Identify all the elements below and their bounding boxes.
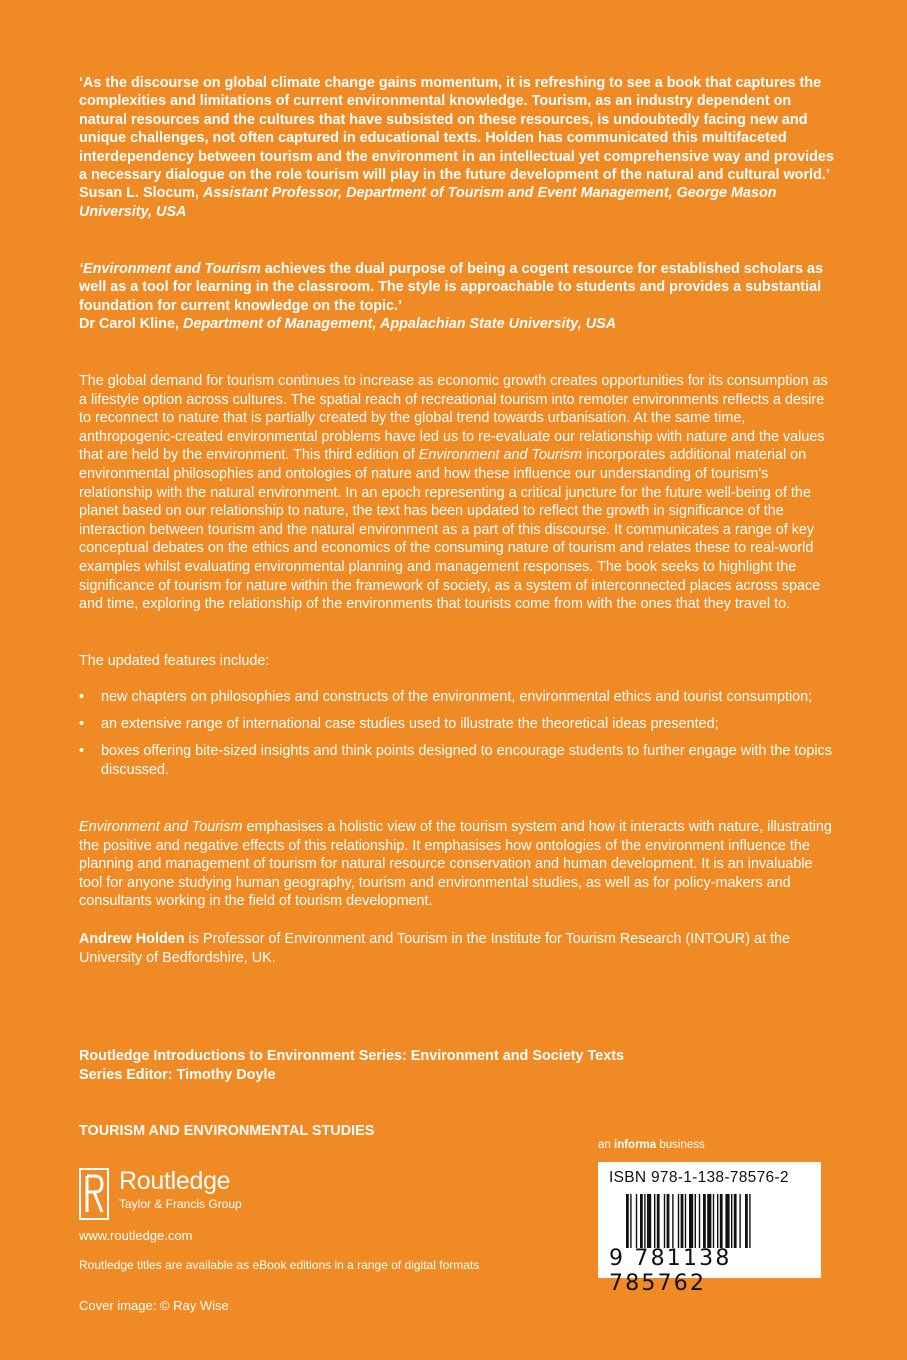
endorsement-1 bbox=[79, 74, 839, 221]
barcode-bar bbox=[739, 1194, 740, 1248]
feature-text: boxes offering bite-sized insights and think points designed to encourage students to further engage with the topics discussed. bbox=[101, 743, 832, 778]
endorsement-2-attribution bbox=[79, 315, 839, 333]
feature-text: new chapters on philosophies and constructs of the environment, environmental ethics and tourist consumption; bbox=[101, 689, 813, 705]
barcode-bar bbox=[630, 1194, 631, 1248]
barcode-bar bbox=[685, 1194, 686, 1248]
ebook-note: Routledge titles are available as eBook editions in a range of digital formats bbox=[79, 1258, 480, 1272]
endorsement-2-name: Dr Carol Kline, bbox=[79, 316, 179, 333]
barcode-bar bbox=[745, 1194, 748, 1248]
publisher-website[interactable]: www.routledge.com bbox=[79, 1228, 193, 1243]
subject-category: TOURISM AND ENVIRONMENTAL STUDIES bbox=[79, 1123, 375, 1139]
endorsement-1-quote: ‘As the discourse on global climate change gains momentum, it is refreshing to see a book that captures the complexities and limitations of current environmental knowledge. Tourism, as an industry dependent on natural resources and the cultures that have subsisted on these resources, is undoubtedly facing new and unique challenges, not often captured in educational texts. Holden has communicated this multifaceted interdependency between tourism and the environment in an intellectual yet comprehensive way and provides a necessary dialogue on the role tourism will play in the future development of the natural and cultural world.’ bbox=[79, 75, 834, 184]
barcode-bar bbox=[672, 1194, 673, 1248]
endorsement-1-attribution bbox=[79, 184, 839, 221]
list-item bbox=[79, 742, 839, 780]
barcode-bar bbox=[667, 1194, 670, 1248]
endorsement-1-name: Susan L. Slocum, bbox=[79, 185, 199, 202]
endorsement-2 bbox=[79, 260, 839, 334]
barcode-bar bbox=[664, 1194, 665, 1248]
publisher-name: Routledge bbox=[119, 1167, 231, 1195]
routledge-logo-icon bbox=[79, 1168, 109, 1220]
features-intro: The updated features include: bbox=[79, 653, 270, 669]
barcode-bar bbox=[734, 1194, 737, 1248]
description-p2-book-title: Environment and Tourism bbox=[79, 819, 243, 835]
cover-credit: Cover image: © Ray Wise bbox=[79, 1298, 229, 1313]
barcode-bar bbox=[657, 1194, 660, 1248]
endorsement-2-quote-text: achieves the dual purpose of being a cogent resource for established scholars as well as a tool for learning in the classroom. The style is approachable to students and provides a substantial foundation for current knowledge on the topic.’ bbox=[79, 261, 823, 314]
description-p1-a: The global demand for tourism continues to increase as economic growth creates opportunities for its consumption as a lifestyle option across cultures. The spatial reach of recreational tourism into remoter environments reflects a desire to reconnect to nature that is partially created by the global trend towards urbanisation. At the same time, anthropogenic-created environmental problems have led us to re-evaluate our relationship with nature and the values that are held by the environment. This third edition of bbox=[79, 373, 828, 464]
bullet-icon: • bbox=[79, 716, 85, 732]
series-editor: Series Editor: Timothy Doyle bbox=[79, 1067, 276, 1083]
barcode-bar bbox=[731, 1194, 732, 1248]
features-list bbox=[79, 688, 839, 788]
barcode-bar bbox=[654, 1194, 655, 1248]
barcode-bar bbox=[749, 1194, 750, 1248]
barcode-bar bbox=[689, 1194, 693, 1248]
description-p2-text: emphasises a holistic view of the tourism system and how it interacts with nature, illustrating the positive and negative effects of this relationship. It emphasises how ontologies of the environment influence the planning and management of tourism for natural resource conservation and human development. It is an invaluable tool for anyone studying human geography, tourism and environmental studies, as well as for policy-makers and consultants working in the field of tourism development. bbox=[79, 819, 832, 910]
barcode-bar bbox=[699, 1194, 700, 1248]
bullet-icon: • bbox=[79, 689, 85, 705]
author-name: Andrew Holden bbox=[79, 931, 185, 947]
description-paragraph-1 bbox=[79, 372, 839, 614]
barcode-bar bbox=[647, 1194, 651, 1248]
barcode-bar bbox=[720, 1194, 723, 1248]
isbn-barcode-box bbox=[598, 1162, 821, 1296]
barcode-bar bbox=[717, 1194, 718, 1248]
publisher-logo bbox=[79, 1168, 242, 1220]
bullet-icon: • bbox=[79, 743, 85, 759]
informa-tagline: an informa business bbox=[598, 1139, 705, 1151]
barcode-digits: 9 781138 785762 bbox=[609, 1246, 732, 1296]
barcode-bar bbox=[640, 1194, 643, 1248]
publisher-group: Taylor & Francis Group bbox=[119, 1197, 242, 1211]
author-bio-text: is Professor of Environment and Tourism in the Institute for Tourism Research (INTOUR) at the University of Bedfordshire, UK. bbox=[79, 931, 790, 966]
isbn-label: ISBN 978-1-138-78576-2 bbox=[609, 1169, 789, 1186]
barcode-bar bbox=[725, 1194, 729, 1248]
barcode-bar bbox=[626, 1194, 629, 1248]
description-p1-book-title: Environment and Tourism bbox=[418, 447, 583, 464]
endorsement-2-book-title: ‘Environment and Tourism bbox=[79, 261, 261, 277]
feature-text: an extensive range of international case studies used to illustrate the theoretical ideas presented; bbox=[101, 716, 719, 732]
endorsement-2-quote bbox=[79, 260, 839, 315]
list-item bbox=[79, 715, 839, 734]
series-title: Routledge Introductions to Environment Series: Environment and Society Texts bbox=[79, 1048, 625, 1064]
barcode-bar bbox=[707, 1194, 711, 1248]
barcode-bar bbox=[703, 1194, 706, 1248]
list-item bbox=[79, 688, 839, 707]
barcode-bar bbox=[678, 1194, 679, 1248]
barcode-bar bbox=[695, 1194, 696, 1248]
description-p1-b: incorporates additional material on environmental philosophies and ontologies of nature and how these influence our understanding of tourism’s relationship with the natural environment. In an epoch representing a critical juncture for the future well-being of the planet based on our relationship to nature, the text has been updated to reflect the growth in significance of the interaction between tourism and the natural environment as a part of this discourse. It communicates a range of key conceptual debates on the ethics and economics of the consuming nature of tourism and relates these to real-world examples whilst evaluating environmental planning and management responses. The book seeks to highlight the significance of tourism for nature within the framework of society, as a system of interconnected places across space and time, exploring the relationship of the environments that tourists come from with the ones that they travel to. bbox=[79, 447, 821, 613]
series-info bbox=[79, 1047, 839, 1085]
description-paragraph-2 bbox=[79, 818, 839, 911]
barcode-bar bbox=[681, 1194, 684, 1248]
barcode-bar bbox=[644, 1194, 645, 1248]
author-bio bbox=[79, 930, 839, 967]
barcode-bar bbox=[713, 1194, 714, 1248]
barcode-bar bbox=[636, 1194, 637, 1248]
barcode-icon bbox=[626, 1194, 804, 1248]
endorsement-1-affiliation: Assistant Professor, Department of Tourism and Event Management, George Mason University, USA bbox=[79, 185, 777, 220]
informa-brand: informa bbox=[614, 1139, 657, 1151]
endorsement-2-affiliation: Department of Management, Appalachian State University, USA bbox=[182, 316, 617, 333]
